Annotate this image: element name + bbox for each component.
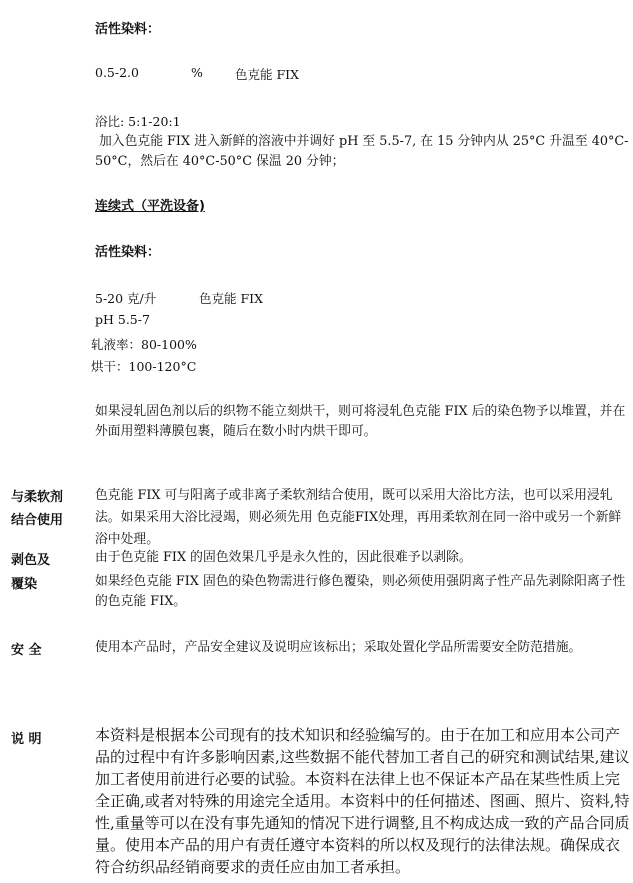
- disclaimer-text: 本资料是根据本公司现有的技术知识和经验编写的。由于在加工和应用本公司产品的过程中有许多影响因素,这些数据不能代替加工者自己的研究和测试结果,建议加工者使用前进行必要的试验。本资料在法律上也不保证本产品在某些性质上完全正确,或者对特殊的用途完全适用。本资料中的任何描述、图画、照片、资料,特性,重量等可以在没有事先通知的情况下进行调整,且不构成达成一致的产品合同质量。使用本产品的用户有责任遵守本资料的所以权及现行的法律法规。确保成衣符合纺织品经销商要求的责任应由加工者承担。: [95, 726, 630, 876]
- softener-label-line2: 结合使用: [11, 513, 64, 528]
- safety-text: 使用本产品时，产品安全建议及说明应该标出；采取处置化学品所需要安全防范措施。: [95, 640, 582, 655]
- stripping-text-1: 由于色克能 FIX 的固色效果几乎是永久性的，因此很难予以剥除。: [95, 550, 472, 565]
- batch-heading: 活性染料：: [95, 22, 161, 37]
- batch-liquor-ratio: 浴比: 5:1-20:1: [95, 114, 181, 129]
- batch-recipe-product: 色克能 FIX: [235, 67, 299, 82]
- stripping-label-line1: 剥色及: [11, 553, 51, 568]
- continuous-drying: 烘干：100-120°C: [91, 359, 197, 374]
- continuous-title: 连续式（平洗设备): [95, 199, 205, 214]
- stripping-text-2: 如果经色克能 FIX 固色的染色物需进行修色覆染，则必须使用强阴离子性产品先剥除阳离子性的色克能 FIX。: [95, 574, 626, 609]
- stripping-label-line2: 覆染: [11, 577, 38, 592]
- continuous-ph: pH 5.5-7: [95, 312, 150, 327]
- softener-label-line1: 与柔软剂: [11, 490, 64, 505]
- safety-label: 安 全: [11, 643, 42, 658]
- disclaimer-label: 说 明: [11, 732, 42, 747]
- continuous-note: 如果浸轧固色剂以后的织物不能立刻烘干，则可将浸轧色克能 FIX 后的染色物予以堆置，并在外面用塑料薄膜包裹，随后在数小时内烘干即可。: [95, 404, 626, 439]
- batch-recipe-unit: %: [191, 65, 203, 80]
- continuous-heading: 活性染料：: [95, 245, 161, 260]
- continuous-recipe-amount: 5-20 克/升: [95, 291, 157, 306]
- batch-instruction: 加入色克能 FIX 进入新鲜的溶液中并调好 pH 至 5.5-7, 在 15 分钟内从 25°C 升温至 40°C-50°C，然后在 40°C-50°C 保温 20 分钟；: [95, 134, 629, 169]
- continuous-pickup: 轧液率：80-100%: [91, 337, 197, 352]
- continuous-recipe-product: 色克能 FIX: [199, 291, 263, 306]
- softener-text: 色克能 FIX 可与阳离子或非离子柔软剂结合使用，既可以采用大浴比方法，也可以采用浸轧法。如果采用大浴比浸竭，则必须先用 色克能FIX处理，再用柔软剂在同一浴中或另一个新鲜浴中处理。: [95, 488, 622, 547]
- batch-recipe-amount: 0.5-2.0: [95, 65, 139, 80]
